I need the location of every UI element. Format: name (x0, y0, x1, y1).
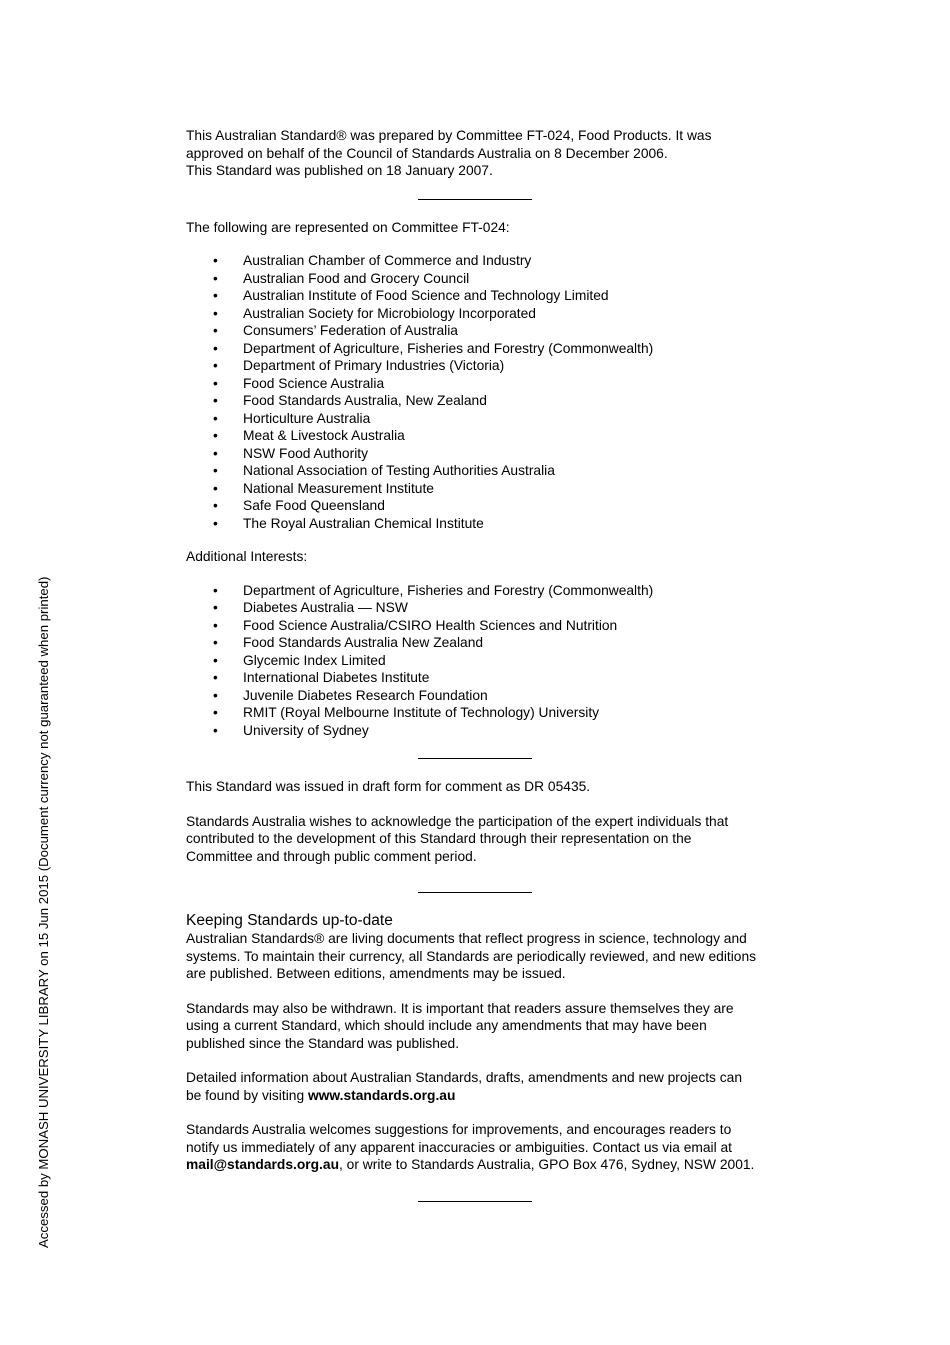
additional-interest (186, 722, 786, 740)
keeping-paragraph-4 (186, 1121, 786, 1174)
bullet-icon: • (213, 705, 218, 720)
bullet-icon: • (213, 253, 218, 268)
keeping-p2-line-1: Standards may also be withdrawn. It is important that readers assure themselves they are (186, 1000, 734, 1016)
additional-interest (186, 652, 786, 670)
keeping-paragraph-3 (186, 1069, 786, 1104)
additional-interest (186, 669, 786, 687)
additional-interest-text: Glycemic Index Limited (243, 652, 386, 668)
additional-interest (186, 617, 786, 635)
keeping-paragraph-1 (186, 930, 786, 983)
committee-member-text: Australian Chamber of Commerce and Industry (243, 253, 532, 268)
bullet-icon: • (213, 270, 218, 286)
document-body (186, 127, 786, 1202)
bullet-icon: • (213, 340, 218, 356)
committee-member (186, 497, 786, 515)
bullet-icon: • (213, 617, 218, 633)
keeping-p4-line-3 (186, 1156, 786, 1174)
intro-paragraph (186, 127, 786, 180)
bullet-icon: • (213, 515, 218, 531)
additional-interests-label: Additional Interests: (186, 549, 308, 564)
keeping-p3-line-2 (186, 1087, 786, 1105)
bullet-icon: • (213, 375, 218, 391)
bullet-icon: • (213, 410, 218, 426)
committee-member-text: Department of Primary Industries (Victoria) (243, 358, 505, 373)
committee-member (186, 252, 786, 270)
committee-member (186, 322, 786, 340)
additional-interest (186, 704, 786, 722)
committee-member-text: The Royal Australian Chemical Institute (243, 515, 484, 531)
additional-interest-text: Department of Agriculture, Fisheries and Forestry (Commonwealth) (243, 582, 654, 598)
keeping-p4-suffix: , or write to Standards Australia, GPO Box 476, Sydney, NSW 2001. (339, 1157, 755, 1172)
bullet-icon: • (213, 358, 218, 373)
committee-member (186, 445, 786, 463)
bullet-icon: • (213, 428, 218, 443)
bullet-icon: • (213, 305, 218, 321)
committee-member-text: Department of Agriculture, Fisheries and Forestry (Commonwealth) (243, 340, 654, 356)
committee-member (186, 357, 786, 375)
bullet-icon: • (213, 687, 218, 703)
committee-member-text: Australian Society for Microbiology Incorporated (243, 305, 536, 321)
committee-member (186, 287, 786, 305)
committee-member (186, 340, 786, 358)
keeping-p4-line-1: Standards Australia welcomes suggestions for improvements, and encourages readers to (186, 1122, 732, 1137)
committee-member-text: Food Standards Australia, New Zealand (243, 393, 487, 408)
committee-member-text: Safe Food Queensland (243, 498, 385, 513)
bullet-icon: • (213, 670, 218, 685)
bullet-icon: • (213, 652, 218, 668)
keeping-paragraph-2 (186, 1000, 786, 1053)
keeping-p4-line-2: notify us immediately of any apparent inaccuracies or ambiguities. Contact us via email at (186, 1139, 733, 1155)
additional-interest-text: Diabetes Australia — NSW (243, 600, 408, 615)
committee-member-text: National Association of Testing Authorities Australia (243, 463, 555, 478)
ack-line-2: contributed to the development of this Standard through their representation on the (186, 831, 692, 846)
bullet-icon: • (213, 498, 218, 513)
committee-member-text: Australian Institute of Food Science and Technology Limited (243, 288, 609, 303)
additional-interest-text: University of Sydney (243, 722, 369, 738)
committee-member-text: Horticulture Australia (243, 410, 371, 426)
intro-line-2: approved on behalf of the Council of Standards Australia on 8 December 2006. (186, 145, 668, 161)
committee-member (186, 410, 786, 428)
committee-member (186, 427, 786, 445)
keeping-p1-line-2: systems. To maintain their currency, all Standards are periodically reviewed, and new editions (186, 948, 757, 964)
additional-interest (186, 582, 786, 600)
acknowledgement-paragraph (186, 813, 786, 866)
additional-interest (186, 599, 786, 617)
bullet-icon: • (213, 445, 218, 461)
intro-line-3: This Standard was published on 18 January 2007. (186, 163, 493, 178)
access-notice: Accessed by MONASH UNIVERSITY LIBRARY on 15 Jun 2015 (Document currency not guaranteed when printed) (36, 576, 51, 1248)
intro-line-1: This Australian Standard® was prepared by Committee FT-024, Food Products. It was (186, 128, 712, 143)
keeping-p2-line-2: using a current Standard, which should include any amendments that may have been (186, 1018, 707, 1033)
additional-interests-list (186, 582, 786, 740)
additional-interest-text: RMIT (Royal Melbourne Institute of Technology) University (243, 705, 600, 720)
bullet-icon: • (213, 463, 218, 478)
bullet-icon: • (213, 635, 218, 650)
committee-member (186, 515, 786, 533)
divider (418, 199, 532, 200)
additional-interest (186, 634, 786, 652)
committee-member-text: Consumers’ Federation of Australia (243, 323, 458, 338)
committee-intro: The following are represented on Committee FT-024: (186, 219, 510, 235)
committee-member (186, 270, 786, 288)
divider (418, 1201, 532, 1202)
bullet-icon: • (213, 323, 218, 338)
committee-member (186, 462, 786, 480)
committee-member (186, 480, 786, 498)
committee-member (186, 375, 786, 393)
additional-interest-text: Food Standards Australia New Zealand (243, 635, 484, 650)
bullet-icon: • (213, 480, 218, 496)
ack-line-1: Standards Australia wishes to acknowledge the participation of the expert individuals that (186, 813, 729, 829)
bullet-icon: • (213, 288, 218, 303)
keeping-heading: Keeping Standards up-to-date (186, 912, 393, 929)
divider (418, 758, 532, 759)
bullet-icon: • (213, 582, 218, 598)
committee-member-text: Australian Food and Grocery Council (243, 270, 470, 286)
additional-interest (186, 687, 786, 705)
keeping-p1-line-1: Australian Standards® are living documents that reflect progress in science, technology and (186, 931, 747, 946)
additional-interest-text: Juvenile Diabetes Research Foundation (243, 687, 488, 703)
keeping-p1-line-3: are published. Between editions, amendments may be issued. (186, 966, 566, 981)
additional-interest-text: Food Science Australia/CSIRO Health Sciences and Nutrition (243, 617, 618, 633)
keeping-p2-line-3: published since the Standard was published. (186, 1035, 460, 1051)
committee-member-text: NSW Food Authority (243, 445, 368, 461)
divider (418, 892, 532, 893)
committee-member-text: National Measurement Institute (243, 480, 434, 496)
committee-member-text: Food Science Australia (243, 375, 385, 391)
committee-member (186, 392, 786, 410)
committee-member (186, 305, 786, 323)
committee-member-text: Meat & Livestock Australia (243, 428, 405, 443)
additional-interest-text: International Diabetes Institute (243, 670, 430, 685)
keeping-p3-line-1: Detailed information about Australian Standards, drafts, amendments and new projects can (186, 1070, 743, 1085)
draft-note: This Standard was issued in draft form for comment as DR 05435. (186, 779, 591, 794)
ack-line-3: Committee and through public comment period. (186, 848, 477, 864)
committee-member-list (186, 252, 786, 532)
website-link[interactable]: www.standards.org.au (307, 1087, 456, 1103)
keeping-p3-prefix: be found by visiting (186, 1087, 308, 1103)
bullet-icon: • (213, 722, 218, 738)
bullet-icon: • (213, 600, 218, 615)
email-link[interactable]: mail@standards.org.au (186, 1157, 339, 1172)
bullet-icon: • (213, 393, 218, 408)
